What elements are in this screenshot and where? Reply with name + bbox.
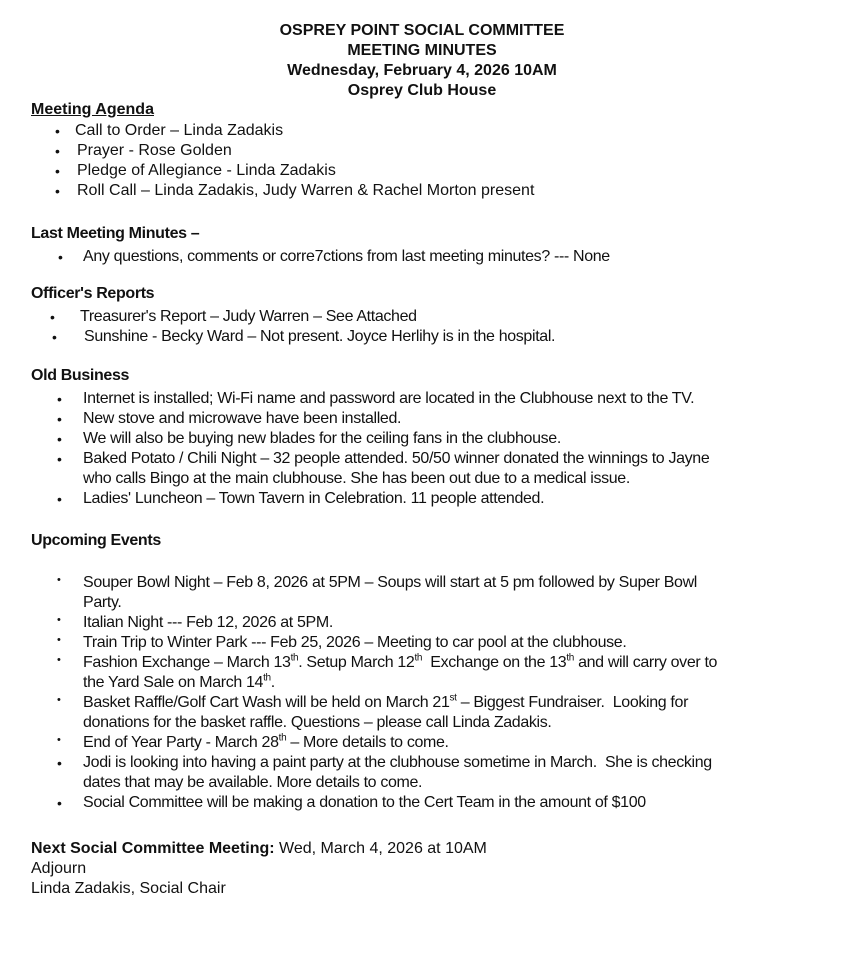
list-item: • Italian Night --- Feb 12, 2026 at 5PM. — [57, 613, 717, 633]
adjourn-text: Adjourn — [31, 860, 87, 877]
document-header — [0, 21, 844, 101]
next-meeting — [31, 839, 487, 859]
signature: Linda Zadakis, Social Chair — [31, 880, 226, 897]
list-item: • Sunshine - Becky Ward – Not present. Joyce Herlihy is in the hospital. — [52, 328, 556, 345]
old-business-list — [57, 389, 709, 509]
list-item: • Roll Call – Linda Zadakis, Judy Warren & Rachel Morton present — [55, 182, 535, 199]
list-item: • Jodi is looking into having a paint party at the clubhouse sometime in March. She is checking dates that may be available. More details to come. — [57, 754, 712, 791]
meeting-location: Osprey Club House — [347, 82, 497, 99]
agenda-heading: Meeting Agenda — [31, 101, 154, 118]
bullet-icon: • — [57, 614, 61, 626]
upcoming-heading: Upcoming Events — [31, 532, 161, 549]
bullet-icon: • — [57, 391, 62, 407]
next-meeting-label: Next Social Committee Meeting: — [31, 840, 275, 857]
bullet-icon: • — [57, 451, 62, 467]
bullet-icon: • — [57, 694, 61, 706]
bullet-icon: • — [58, 249, 63, 265]
next-meeting-value: Wed, March 4, 2026 at 10AM — [274, 840, 487, 857]
bullet-icon: • — [57, 654, 61, 666]
officers-heading: Officer's Reports — [31, 285, 155, 302]
last-minutes-heading: Last Meeting Minutes – — [31, 225, 200, 242]
bullet-icon: • — [55, 163, 60, 179]
list-item: • Any questions, comments or corre7ctions from last meeting minutes? --- None — [58, 248, 610, 265]
bullet-icon: • — [57, 755, 62, 771]
bullet-icon: • — [52, 329, 57, 345]
list-item: • Souper Bowl Night – Feb 8, 2026 at 5PM – Soups will start at 5 pm followed by Super Bowl Party. — [57, 573, 717, 613]
bullet-icon: • — [57, 574, 61, 586]
list-item: • We will also be buying new blades for the ceiling fans in the clubhouse. — [57, 430, 561, 447]
list-item: • Internet is installed; Wi-Fi name and password are located in the Clubhouse next to the TV. — [57, 390, 695, 407]
bullet-icon: • — [57, 795, 62, 811]
bullet-icon: • — [55, 143, 60, 159]
list-item: • New stove and microwave have been installed. — [57, 410, 402, 427]
list-item: • Train Trip to Winter Park --- Feb 25, 2026 – Meeting to car pool at the clubhouse. — [57, 633, 717, 653]
list-item: • End of Year Party - March 28th – More details to come. — [57, 733, 717, 753]
org-title: OSPREY POINT SOCIAL COMMITTEE — [279, 22, 565, 39]
last-minutes-list — [58, 247, 610, 267]
list-item: • Prayer - Rose Golden — [55, 142, 232, 159]
list-item: • Baked Potato / Chili Night – 32 people attended. 50/50 winner donated the winnings to Jayne who calls Bingo at the main clubhouse. She has been out due to a medical issue. — [57, 450, 710, 487]
bullet-icon: • — [55, 123, 60, 139]
bullet-icon: • — [57, 634, 61, 646]
old-business-heading: Old Business — [31, 367, 130, 384]
bullet-icon: • — [55, 183, 60, 199]
officers-list — [50, 307, 555, 347]
upcoming-list — [57, 573, 717, 813]
bullet-icon: • — [57, 734, 61, 746]
bullet-icon: • — [57, 491, 62, 507]
list-item: • Ladies' Luncheon – Town Tavern in Celebration. 11 people attended. — [57, 490, 545, 507]
document-footer — [31, 839, 487, 899]
bullet-icon: • — [57, 411, 62, 427]
list-item: • Pledge of Allegiance - Linda Zadakis — [55, 162, 336, 179]
list-item: • Basket Raffle/Golf Cart Wash will be held on March 21st – Biggest Fundraiser. Looking for donations for the basket raffle. Questions – please call Linda Zadakis. — [57, 693, 717, 733]
doc-title: MEETING MINUTES — [347, 42, 497, 59]
meeting-date: Wednesday, February 4, 2026 10AM — [287, 62, 557, 79]
agenda-list — [55, 121, 534, 201]
bullet-icon: • — [57, 431, 62, 447]
list-item: • Treasurer's Report – Judy Warren – See Attached — [50, 308, 417, 325]
list-item: • Social Committee will be making a donation to the Cert Team in the amount of $100 — [57, 794, 646, 811]
bullet-icon: • — [50, 309, 55, 325]
list-item: • Fashion Exchange – March 13th. Setup March 12th Exchange on the 13th and will carry over to the Yard Sale on March 14th. — [57, 653, 717, 693]
list-item: • Call to Order – Linda Zadakis — [55, 122, 284, 139]
